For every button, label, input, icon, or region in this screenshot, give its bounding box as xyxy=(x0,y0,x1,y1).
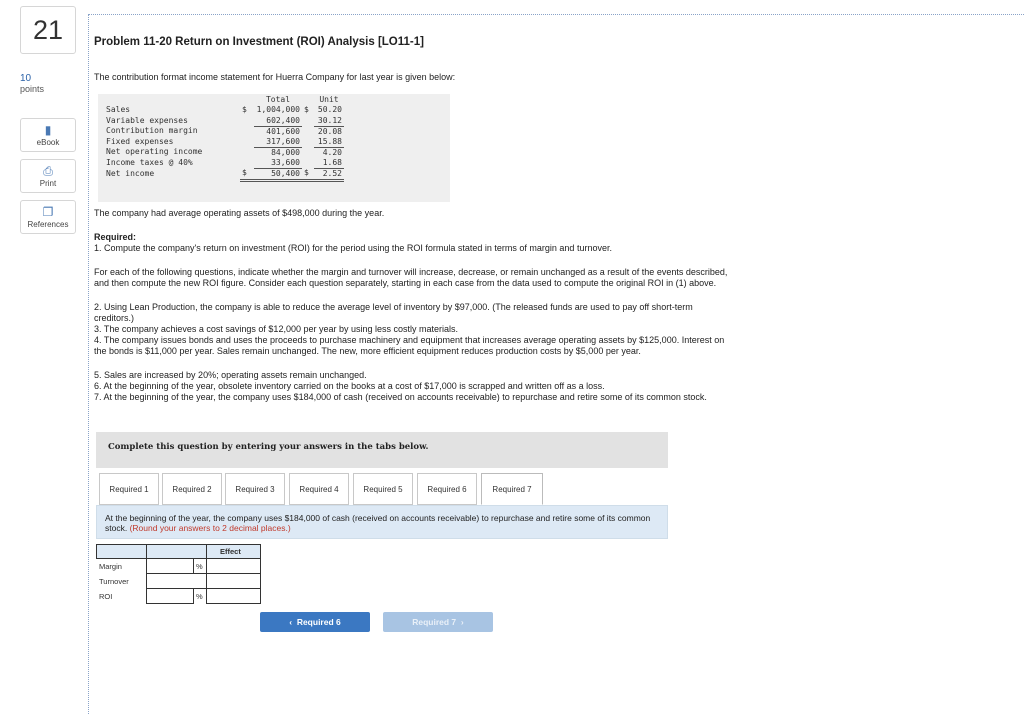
turnover-value-input[interactable] xyxy=(146,573,207,589)
book-icon: ▮ xyxy=(44,123,52,137)
dollar-sign: $ xyxy=(240,168,254,180)
unit-value: 2.52 xyxy=(314,168,344,180)
references-button[interactable] xyxy=(20,200,76,234)
tab-required-7[interactable]: Required 7 xyxy=(481,473,543,505)
copy-icon: ❐ xyxy=(42,205,54,219)
statement-row-net-income xyxy=(104,168,344,180)
total-value: 602,400 xyxy=(254,116,302,127)
dollar-sign xyxy=(240,126,254,137)
requirement-item: 6. At the beginning of the year, obsolete inventory carried on the books at a cost of $17,000 is scrapped and written off as a loss. xyxy=(94,381,605,391)
points-indicator xyxy=(20,74,44,94)
dollar-sign: $ xyxy=(242,105,247,115)
dollar-sign xyxy=(302,116,314,127)
ebook-label: eBook xyxy=(36,138,60,147)
required-heading: Required: xyxy=(94,232,137,242)
dollar-sign xyxy=(240,158,254,169)
tab-required-4[interactable]: Required 4 xyxy=(289,473,349,505)
income-statement xyxy=(98,94,450,202)
header-blank-label xyxy=(96,544,147,559)
ebook-button[interactable] xyxy=(20,118,76,152)
problem-title: Problem 11-20 Return on Investment (ROI) Analysis [LO11-1] xyxy=(94,36,424,48)
print-button[interactable] xyxy=(20,159,76,193)
chevron-right-icon: › xyxy=(460,617,464,627)
next-required-button[interactable] xyxy=(383,612,493,632)
tab-question-text xyxy=(105,513,665,533)
statement-row xyxy=(104,105,344,115)
requirement-item: 3. The company achieves a cost savings of $12,000 per year by using less costly materials. xyxy=(94,324,459,334)
tab-required-1[interactable]: Required 1 xyxy=(99,473,159,505)
unit-value: 4.20 xyxy=(322,147,342,157)
effect-header: Effect xyxy=(220,547,241,556)
chevron-left-icon: ‹ xyxy=(289,617,293,627)
prev-button-label: Required 6 xyxy=(296,617,341,627)
dollar-sign xyxy=(302,158,314,169)
dollar-sign: $ xyxy=(302,168,314,180)
unit-value: 1.68 xyxy=(314,158,344,169)
tab-required-2[interactable]: Required 2 xyxy=(162,473,222,505)
income-statement-table xyxy=(104,95,344,182)
roi-effect-select[interactable] xyxy=(206,588,261,604)
row-label: Income taxes @ 40% xyxy=(106,157,193,167)
row-label: Sales xyxy=(106,105,131,115)
tab-question-box xyxy=(96,505,668,539)
margin-effect-select[interactable] xyxy=(206,558,261,574)
statement-row xyxy=(104,137,344,148)
statement-row xyxy=(104,126,344,137)
points-label: points xyxy=(20,84,45,94)
print-label: Print xyxy=(39,179,57,188)
roi-percent-sign: % xyxy=(196,592,203,601)
row-label: Variable expenses xyxy=(106,115,188,125)
row-label-turnover: Turnover xyxy=(99,577,129,586)
dollar-sign xyxy=(240,147,254,158)
total-value: 84,000 xyxy=(271,147,300,157)
dollar-sign xyxy=(240,137,254,148)
content-border-top xyxy=(88,14,1024,15)
total-value: 50,400 xyxy=(254,168,302,180)
problem-intro: The contribution format income statement for Huerra Company for last year is given below: xyxy=(94,72,456,82)
turnover-effect-select[interactable] xyxy=(206,573,261,589)
prev-required-button[interactable] xyxy=(260,612,370,632)
requirement-1: 1. Compute the company's return on investment (ROI) for the period using the ROI formula stated in terms of margin and turnover. xyxy=(94,243,612,253)
tab-required-6[interactable]: Required 6 xyxy=(417,473,477,505)
unit-value: 50.20 xyxy=(317,105,342,115)
total-value: 1,004,000 xyxy=(256,105,300,115)
references-label: References xyxy=(27,220,69,229)
requirement-item: 7. At the beginning of the year, the company uses $184,000 of cash (received on accounts receivable) to repurchase and retire some of its common stock. xyxy=(94,392,707,402)
dollar-sign xyxy=(302,147,314,158)
unit-value: 20.08 xyxy=(317,126,342,136)
dollar-sign xyxy=(302,126,314,137)
requirement-item: 2. Using Lean Production, the company is able to reduce the average level of inventory by $97,000. (The released funds are used to pay off short-term creditors.) xyxy=(94,302,693,323)
statement-row xyxy=(104,147,344,158)
rounding-note: (Round your answers to 2 decimal places.) xyxy=(129,523,291,533)
row-label: Fixed expenses xyxy=(106,136,174,146)
row-label-roi: ROI xyxy=(99,592,113,601)
margin-percent-sign: % xyxy=(196,562,203,571)
statement-row xyxy=(104,116,344,127)
tab-required-3[interactable]: Required 3 xyxy=(225,473,285,505)
roi-value-input[interactable] xyxy=(146,588,194,604)
unit-value: 30.12 xyxy=(314,116,344,127)
question-number: 21 xyxy=(20,6,76,54)
printer-icon: ⎙ xyxy=(43,164,53,178)
header-total: Total xyxy=(265,95,291,105)
total-value: 317,600 xyxy=(254,137,302,148)
requirement-item: 4. The company issues bonds and uses the proceeds to purchase machinery and equipment that increases average operating assets by $125,000. Interest on the bonds is $11,000 per year. Sales remain unchanged. The new, more efficient equipment reduces production costs by $5,000 per year. xyxy=(94,335,725,356)
row-label: Contribution margin xyxy=(106,126,198,136)
dollar-sign xyxy=(240,116,254,127)
header-blank-value xyxy=(146,544,207,559)
unit-value: 15.88 xyxy=(314,137,344,148)
assets-text: The company had average operating assets of $498,000 during the year. xyxy=(94,208,385,218)
dollar-sign xyxy=(302,137,314,148)
dollar-sign: $ xyxy=(304,105,309,115)
total-value: 401,600 xyxy=(266,126,300,136)
statement-header-row xyxy=(104,95,344,105)
statement-row xyxy=(104,158,344,169)
answer-instruction-bar xyxy=(96,432,668,468)
instructions-text: For each of the following questions, indicate whether the margin and turnover will increase, decrease, or remain unchanged as a result of the events described, and then compute the new ROI figure. Consider each question separately, starting in each case from the data used to compute the original ROI in (1) above. xyxy=(94,267,728,288)
total-value: 33,600 xyxy=(254,158,302,169)
next-button-label: Required 7 xyxy=(412,617,457,627)
left-rail xyxy=(0,0,84,714)
row-label: Net income xyxy=(106,169,155,179)
question-text: At the beginning of the year, the company uses $184,000 of cash (received on accounts receivable) to repurchase and retire some of its common stock. xyxy=(105,513,651,533)
requirement-item: 5. Sales are increased by 20%; operating assets remain unchanged. xyxy=(94,370,367,380)
header-unit: Unit xyxy=(319,95,339,105)
row-label-margin: Margin xyxy=(99,562,122,571)
points-value: 10 xyxy=(20,73,32,84)
margin-value-input[interactable] xyxy=(146,558,194,574)
tab-required-5[interactable]: Required 5 xyxy=(353,473,413,505)
content-border-left xyxy=(88,14,89,714)
row-label: Net operating income xyxy=(106,147,203,157)
answer-instruction: Complete this question by entering your answers in the tabs below. xyxy=(108,442,429,452)
